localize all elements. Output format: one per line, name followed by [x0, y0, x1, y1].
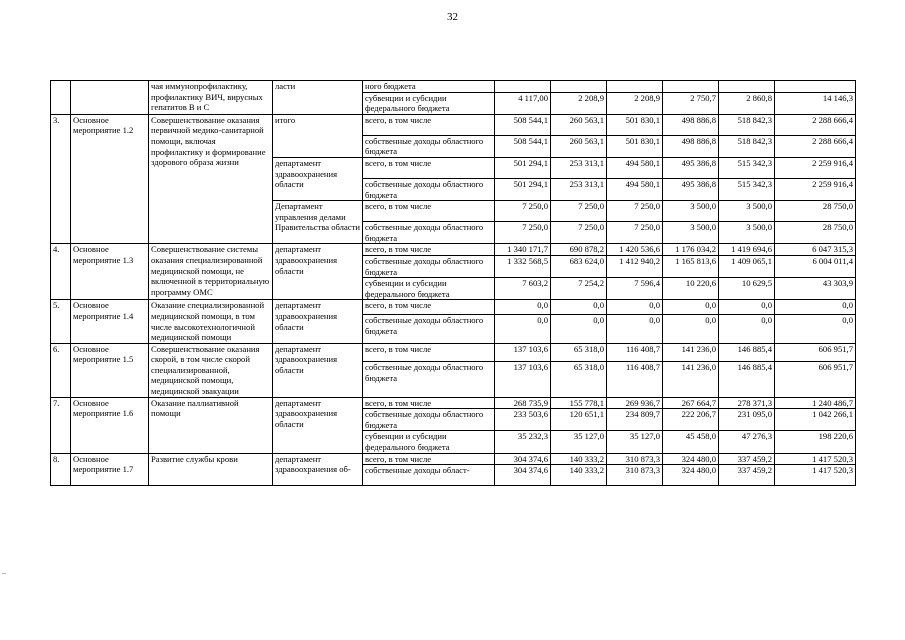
- value-cell: [495, 81, 551, 93]
- funding-source-cell: собственные доходы областного бюджета: [363, 178, 495, 200]
- responsible-cell: департамент здравоохранения области: [273, 343, 363, 397]
- budget-table: [50, 80, 856, 486]
- responsible-cell: департамент здравоохранения области: [273, 244, 363, 300]
- page-number: 32: [447, 11, 458, 23]
- value-cell: 7 250,0: [551, 222, 607, 244]
- value-cell: 690 878,2: [551, 244, 607, 256]
- value-cell: 1 417 520,3: [775, 453, 856, 465]
- row-number-cell: 3.: [51, 114, 71, 244]
- value-cell: 498 886,8: [663, 135, 719, 157]
- table-row: [51, 114, 856, 135]
- value-cell: 267 664,7: [663, 397, 719, 409]
- table-row: [51, 453, 856, 465]
- activity-name-cell: Основное мероприятие 1.2: [71, 114, 149, 244]
- value-cell: 2 750,7: [663, 92, 719, 114]
- funding-source-cell: субвенции и субсидии федерального бюджета: [363, 278, 495, 300]
- value-cell: 222 206,7: [663, 409, 719, 431]
- value-cell: 10 220,6: [663, 278, 719, 300]
- value-cell: 310 873,3: [607, 453, 663, 465]
- value-cell: 253 313,1: [551, 178, 607, 200]
- value-cell: 146 885,4: [719, 343, 775, 362]
- value-cell: 233 503,6: [495, 409, 551, 431]
- value-cell: 231 095,0: [719, 409, 775, 431]
- value-cell: 2 259 916,4: [775, 157, 856, 178]
- value-cell: 120 651,1: [551, 409, 607, 431]
- activity-content-cell: чая иммунопрофилактику, профилактику ВИЧ, вирусных гепатитов В и С: [149, 81, 273, 115]
- value-cell: 0,0: [551, 315, 607, 344]
- activity-name-cell: [71, 81, 149, 115]
- table-row: [51, 397, 856, 409]
- value-cell: 337 459,2: [719, 465, 775, 486]
- value-cell: 1 412 940,2: [607, 255, 663, 277]
- value-cell: 278 371,3: [719, 397, 775, 409]
- value-cell: 518 842,3: [719, 114, 775, 135]
- value-cell: 518 842,3: [719, 135, 775, 157]
- value-cell: 140 333,2: [551, 465, 607, 486]
- value-cell: 508 544,1: [495, 135, 551, 157]
- value-cell: 137 103,6: [495, 343, 551, 362]
- row-number-cell: 6.: [51, 343, 71, 397]
- value-cell: 495 386,8: [663, 178, 719, 200]
- value-cell: 494 580,1: [607, 178, 663, 200]
- value-cell: 2 288 666,4: [775, 114, 856, 135]
- value-cell: 515 342,3: [719, 178, 775, 200]
- funding-source-cell: собственные доходы областного бюджета: [363, 222, 495, 244]
- activity-name-cell: Основное мероприятие 1.7: [71, 453, 149, 486]
- value-cell: 1 042 266,1: [775, 409, 856, 431]
- value-cell: 508 544,1: [495, 114, 551, 135]
- value-cell: 45 458,0: [663, 431, 719, 453]
- funding-source-cell: собственные доходы областного бюджета: [363, 315, 495, 344]
- value-cell: 0,0: [607, 315, 663, 344]
- value-cell: 137 103,6: [495, 362, 551, 397]
- responsible-cell: ласти: [273, 81, 363, 115]
- value-cell: 268 735,9: [495, 397, 551, 409]
- value-cell: 7 254,2: [551, 278, 607, 300]
- activity-content-cell: Оказание специализированной медицинской помощи, в том числе высокотехнологичной медицинской помощи: [149, 300, 273, 343]
- value-cell: 495 386,8: [663, 157, 719, 178]
- value-cell: 1 332 568,5: [495, 255, 551, 277]
- funding-source-cell: всего, в том числе: [363, 343, 495, 362]
- value-cell: 606 951,7: [775, 343, 856, 362]
- value-cell: 7 250,0: [495, 222, 551, 244]
- value-cell: 253 313,1: [551, 157, 607, 178]
- value-cell: 0,0: [495, 300, 551, 315]
- value-cell: 2 860,8: [719, 92, 775, 114]
- responsible-cell: департамент здравоохранения области: [273, 300, 363, 343]
- value-cell: 6 004 011,4: [775, 255, 856, 277]
- value-cell: 3 500,0: [663, 222, 719, 244]
- table-row: [51, 244, 856, 256]
- value-cell: 1 409 065,1: [719, 255, 775, 277]
- value-cell: 35 127,0: [551, 431, 607, 453]
- value-cell: 6 047 315,3: [775, 244, 856, 256]
- value-cell: 2 288 666,4: [775, 135, 856, 157]
- value-cell: [719, 81, 775, 93]
- value-cell: 269 936,7: [607, 397, 663, 409]
- value-cell: 501 294,1: [495, 157, 551, 178]
- value-cell: 1 419 694,6: [719, 244, 775, 256]
- value-cell: 47 276,3: [719, 431, 775, 453]
- value-cell: 3 500,0: [719, 222, 775, 244]
- value-cell: 234 809,7: [607, 409, 663, 431]
- responsible-cell: Департамент управления делами Правительства области: [273, 201, 363, 244]
- value-cell: [663, 81, 719, 93]
- value-cell: 515 342,3: [719, 157, 775, 178]
- value-cell: 7 250,0: [551, 201, 607, 222]
- value-cell: 3 500,0: [719, 201, 775, 222]
- value-cell: 501 830,1: [607, 114, 663, 135]
- value-cell: 141 236,0: [663, 362, 719, 397]
- funding-source-cell: всего, в том числе: [363, 300, 495, 315]
- value-cell: 2 208,9: [607, 92, 663, 114]
- value-cell: 65 318,0: [551, 343, 607, 362]
- activity-name-cell: Основное мероприятие 1.5: [71, 343, 149, 397]
- value-cell: 683 624,0: [551, 255, 607, 277]
- value-cell: 304 374,6: [495, 465, 551, 486]
- value-cell: 116 408,7: [607, 362, 663, 397]
- value-cell: 501 830,1: [607, 135, 663, 157]
- responsible-cell: итого: [273, 114, 363, 157]
- value-cell: 498 886,8: [663, 114, 719, 135]
- funding-source-cell: всего, в том числе: [363, 157, 495, 178]
- value-cell: 0,0: [551, 300, 607, 315]
- funding-source-cell: собственные доходы областного бюджета: [363, 362, 495, 397]
- budget-table-container: [50, 80, 855, 486]
- value-cell: 43 303,9: [775, 278, 856, 300]
- value-cell: 0,0: [663, 315, 719, 344]
- value-cell: [551, 81, 607, 93]
- activity-name-cell: Основное мероприятие 1.6: [71, 397, 149, 453]
- value-cell: 0,0: [495, 315, 551, 344]
- value-cell: 35 232,3: [495, 431, 551, 453]
- activity-content-cell: Совершенствование оказания скорой, в том числе скорой специализированной, медицинской помощи, медицинской эвакуации: [149, 343, 273, 397]
- value-cell: 1 240 486,7: [775, 397, 856, 409]
- row-number-cell: 8.: [51, 453, 71, 486]
- funding-source-cell: собственные доходы областного бюджета: [363, 409, 495, 431]
- responsible-cell: департамент здравоохранения об-: [273, 453, 363, 486]
- funding-source-cell: субвенции и субсидии федерального бюджета: [363, 431, 495, 453]
- activity-name-cell: Основное мероприятие 1.3: [71, 244, 149, 300]
- value-cell: 65 318,0: [551, 362, 607, 397]
- funding-source-cell: всего, в том числе: [363, 201, 495, 222]
- value-cell: 28 750,0: [775, 201, 856, 222]
- value-cell: 324 480,0: [663, 453, 719, 465]
- value-cell: 155 778,1: [551, 397, 607, 409]
- value-cell: 7 250,0: [607, 222, 663, 244]
- value-cell: 1 417 520,3: [775, 465, 856, 486]
- value-cell: 324 480,0: [663, 465, 719, 486]
- value-cell: 1 340 171,7: [495, 244, 551, 256]
- value-cell: [775, 81, 856, 93]
- value-cell: 198 220,6: [775, 431, 856, 453]
- value-cell: 337 459,2: [719, 453, 775, 465]
- funding-source-cell: всего, в том числе: [363, 397, 495, 409]
- value-cell: 10 629,5: [719, 278, 775, 300]
- funding-source-cell: собственные доходы област-: [363, 465, 495, 486]
- value-cell: 1 176 034,2: [663, 244, 719, 256]
- value-cell: 606 951,7: [775, 362, 856, 397]
- responsible-cell: департамент здравоохранения области: [273, 397, 363, 453]
- value-cell: 304 374,6: [495, 453, 551, 465]
- table-row: [51, 81, 856, 93]
- row-number-cell: 7.: [51, 397, 71, 453]
- value-cell: 4 117,00: [495, 92, 551, 114]
- funding-source-cell: субвенции и субсидии федерального бюджета: [363, 92, 495, 114]
- value-cell: 7 250,0: [495, 201, 551, 222]
- row-number-cell: 4.: [51, 244, 71, 300]
- activity-content-cell: Развитие службы крови: [149, 453, 273, 486]
- value-cell: 0,0: [719, 300, 775, 315]
- funding-source-cell: всего, в том числе: [363, 114, 495, 135]
- funding-source-cell: собственные доходы областного бюджета: [363, 255, 495, 277]
- row-number-cell: [51, 81, 71, 115]
- activity-content-cell: Оказание паллиативной помощи: [149, 397, 273, 453]
- value-cell: 494 580,1: [607, 157, 663, 178]
- value-cell: 7 250,0: [607, 201, 663, 222]
- value-cell: 141 236,0: [663, 343, 719, 362]
- value-cell: 116 408,7: [607, 343, 663, 362]
- responsible-cell: департамент здравоохранения области: [273, 157, 363, 200]
- value-cell: 0,0: [775, 300, 856, 315]
- value-cell: 14 146,3: [775, 92, 856, 114]
- activity-content-cell: Совершенствование оказания первичной медико-санитарной помощи, включая профилактику и формирование здорового образа жизни: [149, 114, 273, 244]
- value-cell: [607, 81, 663, 93]
- value-cell: 2 208,9: [551, 92, 607, 114]
- activity-content-cell: Совершенствование системы оказания специализированной медицинской помощи, не включенной в территориальную программу ОМС: [149, 244, 273, 300]
- activity-name-cell: Основное мероприятие 1.4: [71, 300, 149, 343]
- value-cell: 0,0: [607, 300, 663, 315]
- value-cell: 146 885,4: [719, 362, 775, 397]
- value-cell: 7 596,4: [607, 278, 663, 300]
- value-cell: 260 563,1: [551, 114, 607, 135]
- value-cell: 501 294,1: [495, 178, 551, 200]
- value-cell: 7 603,2: [495, 278, 551, 300]
- funding-source-cell: собственные доходы областного бюджета: [363, 135, 495, 157]
- table-body: [51, 81, 856, 486]
- value-cell: 260 563,1: [551, 135, 607, 157]
- margin-mark: –: [2, 568, 6, 577]
- value-cell: 310 873,3: [607, 465, 663, 486]
- value-cell: 0,0: [663, 300, 719, 315]
- value-cell: 28 750,0: [775, 222, 856, 244]
- value-cell: 0,0: [719, 315, 775, 344]
- value-cell: 2 259 916,4: [775, 178, 856, 200]
- value-cell: 3 500,0: [663, 201, 719, 222]
- funding-source-cell: ного бюджета: [363, 81, 495, 93]
- value-cell: 1 165 813,6: [663, 255, 719, 277]
- funding-source-cell: всего, в том числе: [363, 453, 495, 465]
- value-cell: 1 420 536,6: [607, 244, 663, 256]
- funding-source-cell: всего, в том числе: [363, 244, 495, 256]
- value-cell: 0,0: [775, 315, 856, 344]
- value-cell: 35 127,0: [607, 431, 663, 453]
- table-row: [51, 343, 856, 362]
- table-row: [51, 300, 856, 315]
- row-number-cell: 5.: [51, 300, 71, 343]
- value-cell: 140 333,2: [551, 453, 607, 465]
